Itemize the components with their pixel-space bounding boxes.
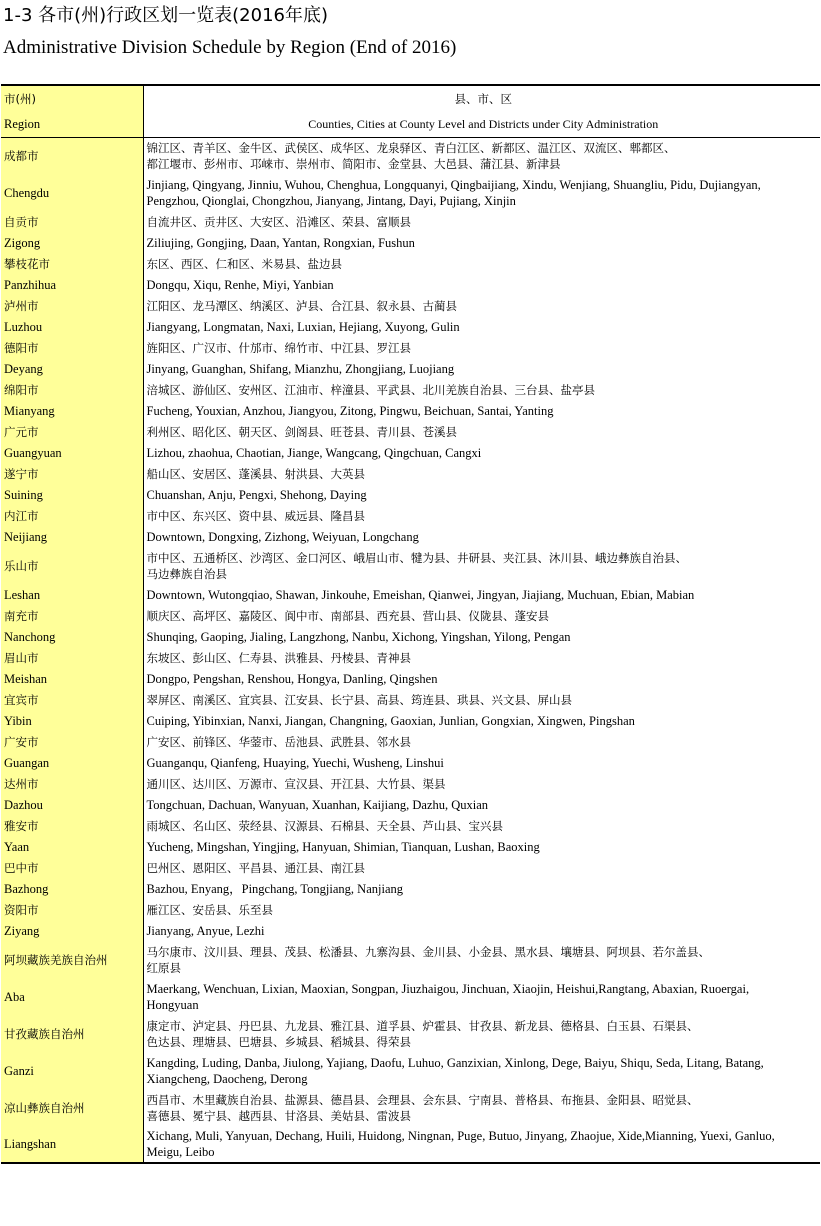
divisions-en [143, 316, 820, 337]
division-line: Jiangyang, Longmatan, Naxi, Luxian, Hejiang, Xuyong, Gulin [146, 319, 460, 334]
division-line: 雁江区、安岳县、乐至县 [146, 902, 273, 917]
division-line: Lizhou, zhaohua, Chaotian, Jiange, Wangcang, Qingchuan, Cangxi [146, 445, 482, 460]
division-line: Hongyuan [146, 997, 199, 1012]
table-row [1, 815, 820, 836]
division-line: 锦江区、青羊区、金牛区、武侯区、成华区、龙泉驿区、青白江区、新都区、温江区、双流区、郫都区、 [146, 140, 676, 155]
region-name-cn: 德阳市 [1, 337, 143, 358]
division-line: Guanganqu, Qianfeng, Huaying, Yuechi, Wusheng, Linshui [146, 755, 444, 770]
divisions-en [143, 878, 820, 899]
table-row [1, 899, 820, 920]
region-name-cn: 遂宁市 [1, 463, 143, 484]
region-name-en: Zigong [1, 232, 143, 253]
region-name-cn: 广安市 [1, 731, 143, 752]
region-name-en: Leshan [1, 584, 143, 605]
division-line: Dongpo, Pengshan, Renshou, Hongya, Danling, Qingshen [146, 671, 438, 686]
region-name-en: Bazhong [1, 878, 143, 899]
table-row [1, 253, 820, 274]
table-row [1, 1089, 820, 1126]
division-line: 通川区、达川区、万源市、宣汉县、开江县、大竹县、渠县 [146, 776, 446, 791]
table-row [1, 484, 820, 505]
header-detail-cn: 县、市、区 [143, 85, 820, 111]
table-row [1, 647, 820, 668]
region-name-en: Mianyang [1, 400, 143, 421]
region-name-cn: 绵阳市 [1, 379, 143, 400]
division-line: 顺庆区、高坪区、嘉陵区、阆中市、南部县、西充县、营山县、仪陇县、蓬安县 [146, 608, 549, 623]
table-row [1, 584, 820, 605]
divisions-cn [143, 211, 820, 232]
region-name-en: Ziyang [1, 920, 143, 941]
division-line: Cuiping, Yibinxian, Nanxi, Jiangan, Changning, Gaoxian, Junlian, Gongxian, Xingwen, Pingshan [146, 713, 635, 728]
divisions-en [143, 442, 820, 463]
divisions-cn [143, 1089, 820, 1126]
table-row [1, 878, 820, 899]
region-name-en: Aba [1, 978, 143, 1015]
region-name-cn: 攀枝花市 [1, 253, 143, 274]
division-line: 马尔康市、汶川县、理县、茂县、松潘县、九寨沟县、金川县、小金县、黑水县、壤塘县、阿坝县、若尔盖县、 [146, 944, 710, 959]
division-line: 利州区、昭化区、朝天区、剑阁县、旺苍县、青川县、苍溪县 [146, 424, 457, 439]
header-region-en: Region [1, 111, 143, 137]
division-line: 喜德县、冕宁县、越西县、甘洛县、美姑县、雷波县 [146, 1108, 411, 1123]
table-row [1, 689, 820, 710]
region-name-en: Dazhou [1, 794, 143, 815]
divisions-cn [143, 505, 820, 526]
division-line: Kangding, Luding, Danba, Jiulong, Yajiang, Daofu, Luhuo, Ganzixian, Xinlong, Dege, Baiyu, Shiqu, Seda, Litang, Batang, [146, 1055, 764, 1070]
division-line: Pengzhou, Qionglai, Chongzhou, Jianyang, Jintang, Dayi, Pujiang, Xinjin [146, 193, 516, 208]
division-line: Fucheng, Youxian, Anzhou, Jiangyou, Zitong, Pingwu, Beichuan, Santai, Yanting [146, 403, 554, 418]
divisions-cn [143, 941, 820, 978]
region-name-cn: 甘孜藏族自治州 [1, 1015, 143, 1052]
divisions-cn [143, 857, 820, 878]
division-line: Jinyang, Guanghan, Shifang, Mianzhu, Zhongjiang, Luojiang [146, 361, 455, 376]
division-line: 马边彝族自治县 [146, 566, 227, 581]
region-name-en: Yaan [1, 836, 143, 857]
division-line: 色达县、理塘县、巴塘县、乡城县、稻城县、得荣县 [146, 1034, 411, 1049]
table-row [1, 710, 820, 731]
table-row [1, 920, 820, 941]
region-name-en: Liangshan [1, 1126, 143, 1163]
divisions-cn [143, 605, 820, 626]
division-line: 船山区、安居区、蓬溪县、射洪县、大英县 [146, 466, 365, 481]
region-name-en: Chengdu [1, 174, 143, 211]
region-name-cn: 成都市 [1, 137, 143, 174]
region-name-cn: 凉山彝族自治州 [1, 1089, 143, 1126]
page-subtitle: Administrative Division Schedule by Region (End of 2016) [3, 37, 457, 58]
region-name-en: Deyang [1, 358, 143, 379]
divisions-cn [143, 815, 820, 836]
divisions-en [143, 232, 820, 253]
divisions-cn [143, 547, 820, 584]
table-row [1, 526, 820, 547]
division-line: 翠屏区、南溪区、宜宾县、江安县、长宁县、高县、筠连县、珙县、兴文县、屏山县 [146, 692, 572, 707]
division-line: 江阳区、龙马潭区、纳溪区、泸县、合江县、叙永县、古蔺县 [146, 298, 457, 313]
division-line: Jianyang, Anyue, Lezhi [146, 923, 265, 938]
table-row [1, 1015, 820, 1052]
division-line: Downtown, Wutongqiao, Shawan, Jinkouhe, Emeishan, Qianwei, Jingyan, Jiajiang, Muchuan, Ebian, Mabian [146, 587, 695, 602]
division-line: Xichang, Muli, Yanyuan, Dechang, Huili, Huidong, Ningnan, Puge, Butuo, Jinyang, Zhaojue, Xide,Mianning, Yuexi, Ganluo, [146, 1129, 775, 1143]
table-row [1, 626, 820, 647]
division-line: 康定市、泸定县、丹巴县、九龙县、雅江县、道孚县、炉霍县、甘孜县、新龙县、德格县、白玉县、石渠县、 [146, 1018, 699, 1033]
table-row [1, 668, 820, 689]
division-line: 市中区、五通桥区、沙湾区、金口河区、峨眉山市、犍为县、井研县、夹江县、沐川县、峨边彝族自治县、 [146, 550, 687, 565]
divisions-en [143, 1052, 820, 1089]
division-line: 西昌市、木里藏族自治县、盐源县、德昌县、会理县、会东县、宁南县、普格县、布拖县、金阳县、昭觉县、 [146, 1092, 699, 1107]
division-line: 东坡区、彭山区、仁寿县、洪雅县、丹棱县、青神县 [146, 650, 411, 665]
region-name-cn: 达州市 [1, 773, 143, 794]
table-row [1, 137, 820, 174]
table-row [1, 337, 820, 358]
division-line: Tongchuan, Dachuan, Wanyuan, Xuanhan, Kaijiang, Dazhu, Quxian [146, 797, 489, 812]
region-name-cn: 广元市 [1, 421, 143, 442]
table-row [1, 232, 820, 253]
divisions-en [143, 584, 820, 605]
divisions-en [143, 484, 820, 505]
divisions-en [143, 794, 820, 815]
region-name-cn: 自贡市 [1, 211, 143, 232]
division-line: 市中区、东兴区、资中县、威远县、隆昌县 [146, 508, 365, 523]
table-row [1, 400, 820, 421]
region-name-cn: 眉山市 [1, 647, 143, 668]
region-name-cn: 泸州市 [1, 295, 143, 316]
division-line: Ziliujing, Gongjing, Daan, Yantan, Rongxian, Fushun [146, 235, 415, 250]
division-line: 广安区、前锋区、华蓥市、岳池县、武胜县、邻水县 [146, 734, 411, 749]
region-name-en: Nanchong [1, 626, 143, 647]
table-row [1, 295, 820, 316]
table-header [1, 85, 820, 137]
region-name-cn: 阿坝藏族羌族自治州 [1, 941, 143, 978]
divisions-en [143, 836, 820, 857]
division-line: 旌阳区、广汉市、什邡市、绵竹市、中江县、罗江县 [146, 340, 411, 355]
table-body [1, 137, 820, 1163]
table-row [1, 836, 820, 857]
region-name-en: Ganzi [1, 1052, 143, 1089]
table-row [1, 605, 820, 626]
header-detail-en: Counties, Cities at County Level and Districts under City Administration [143, 111, 820, 137]
division-line: Maerkang, Wenchuan, Lixian, Maoxian, Songpan, Jiuzhaigou, Jinchuan, Xiaojin, Heishui,Rangtang, Abaxian, Ruoergai, [146, 981, 750, 996]
division-line: 雨城区、名山区、荥经县、汉源县、石棉县、天全县、芦山县、宝兴县 [146, 818, 503, 833]
divisions-cn [143, 337, 820, 358]
divisions-cn [143, 379, 820, 400]
table-row [1, 731, 820, 752]
divisions-cn [143, 295, 820, 316]
region-name-cn: 乐山市 [1, 547, 143, 584]
divisions-en [143, 526, 820, 547]
divisions-en [143, 978, 820, 1015]
divisions-en [143, 626, 820, 647]
region-name-cn: 雅安市 [1, 815, 143, 836]
region-name-cn: 南充市 [1, 605, 143, 626]
table-row [1, 1126, 820, 1163]
division-line: Bazhou, Enyang，Pingchang, Tongjiang, Nanjiang [146, 881, 403, 896]
region-name-en: Meishan [1, 668, 143, 689]
divisions-en [143, 1126, 820, 1163]
divisions-cn [143, 731, 820, 752]
region-name-en: Luzhou [1, 316, 143, 337]
division-line: 都江堰市、彭州市、邛崃市、崇州市、简阳市、金堂县、大邑县、蒲江县、新津县 [146, 156, 561, 171]
division-line: Jinjiang, Qingyang, Jinniu, Wuhou, Chenghua, Longquanyi, Qingbaijiang, Xindu, Wenjiang, Shuangliu, Pidu, Dujiangyan, [146, 177, 761, 192]
divisions-en [143, 174, 820, 211]
table-row [1, 505, 820, 526]
region-name-cn: 内江市 [1, 505, 143, 526]
table-row [1, 978, 820, 1015]
table-row [1, 752, 820, 773]
divisions-cn [143, 689, 820, 710]
table-row [1, 463, 820, 484]
divisions-en [143, 752, 820, 773]
divisions-cn [143, 647, 820, 668]
divisions-cn [143, 253, 820, 274]
region-name-en: Guangyuan [1, 442, 143, 463]
region-name-en: Suining [1, 484, 143, 505]
division-line: 涪城区、游仙区、安州区、江油市、梓潼县、平武县、北川羌族自治县、三台县、盐亭县 [146, 382, 595, 397]
divisions-en [143, 400, 820, 421]
division-line: Chuanshan, Anju, Pengxi, Shehong, Daying [146, 487, 367, 502]
division-line: Yucheng, Mingshan, Yingjing, Hanyuan, Shimian, Tianquan, Lushan, Baoxing [146, 839, 540, 854]
table-row [1, 1052, 820, 1089]
divisions-cn [143, 463, 820, 484]
division-line: Downtown, Dongxing, Zizhong, Weiyuan, Longchang [146, 529, 419, 544]
table-row [1, 274, 820, 295]
region-name-cn: 巴中市 [1, 857, 143, 878]
region-name-en: Panzhihua [1, 274, 143, 295]
table-row [1, 421, 820, 442]
table-row [1, 773, 820, 794]
divisions-en [143, 710, 820, 731]
table-row [1, 857, 820, 878]
region-name-en: Neijiang [1, 526, 143, 547]
division-line: 东区、西区、仁和区、米易县、盐边县 [146, 256, 342, 271]
table-row [1, 941, 820, 978]
table-row [1, 379, 820, 400]
header-region-cn: 市(州) [1, 85, 143, 111]
division-line: 巴州区、恩阳区、平昌县、通江县、南江县 [146, 860, 365, 875]
table-row [1, 174, 820, 211]
division-line: 红原县 [146, 960, 181, 975]
division-line: Dongqu, Xiqu, Renhe, Miyi, Yanbian [146, 277, 334, 292]
divisions-cn [143, 1015, 820, 1052]
division-line: Shunqing, Gaoping, Jialing, Langzhong, Nanbu, Xichong, Yingshan, Yilong, Pengan [146, 629, 571, 644]
divisions-en [143, 920, 820, 941]
region-name-en: Yibin [1, 710, 143, 731]
table-row [1, 358, 820, 379]
table-row [1, 442, 820, 463]
divisions-cn [143, 421, 820, 442]
divisions-en [143, 274, 820, 295]
region-name-cn: 资阳市 [1, 899, 143, 920]
division-line: Meigu, Leibo [146, 1145, 215, 1159]
region-name-en: Guangan [1, 752, 143, 773]
table-row [1, 211, 820, 232]
table-row [1, 794, 820, 815]
page-title: 1-3 各市(州)行政区划一览表(2016年底) [3, 5, 329, 26]
divisions-cn [143, 773, 820, 794]
divisions-cn [143, 899, 820, 920]
table-row [1, 547, 820, 584]
divisions-en [143, 668, 820, 689]
table-row [1, 316, 820, 337]
division-table [1, 84, 820, 1164]
division-line: 自流井区、贡井区、大安区、沿滩区、荣县、富顺县 [146, 214, 411, 229]
division-line: Xiangcheng, Daocheng, Derong [146, 1071, 308, 1086]
divisions-cn [143, 137, 820, 174]
divisions-en [143, 358, 820, 379]
region-name-cn: 宜宾市 [1, 689, 143, 710]
